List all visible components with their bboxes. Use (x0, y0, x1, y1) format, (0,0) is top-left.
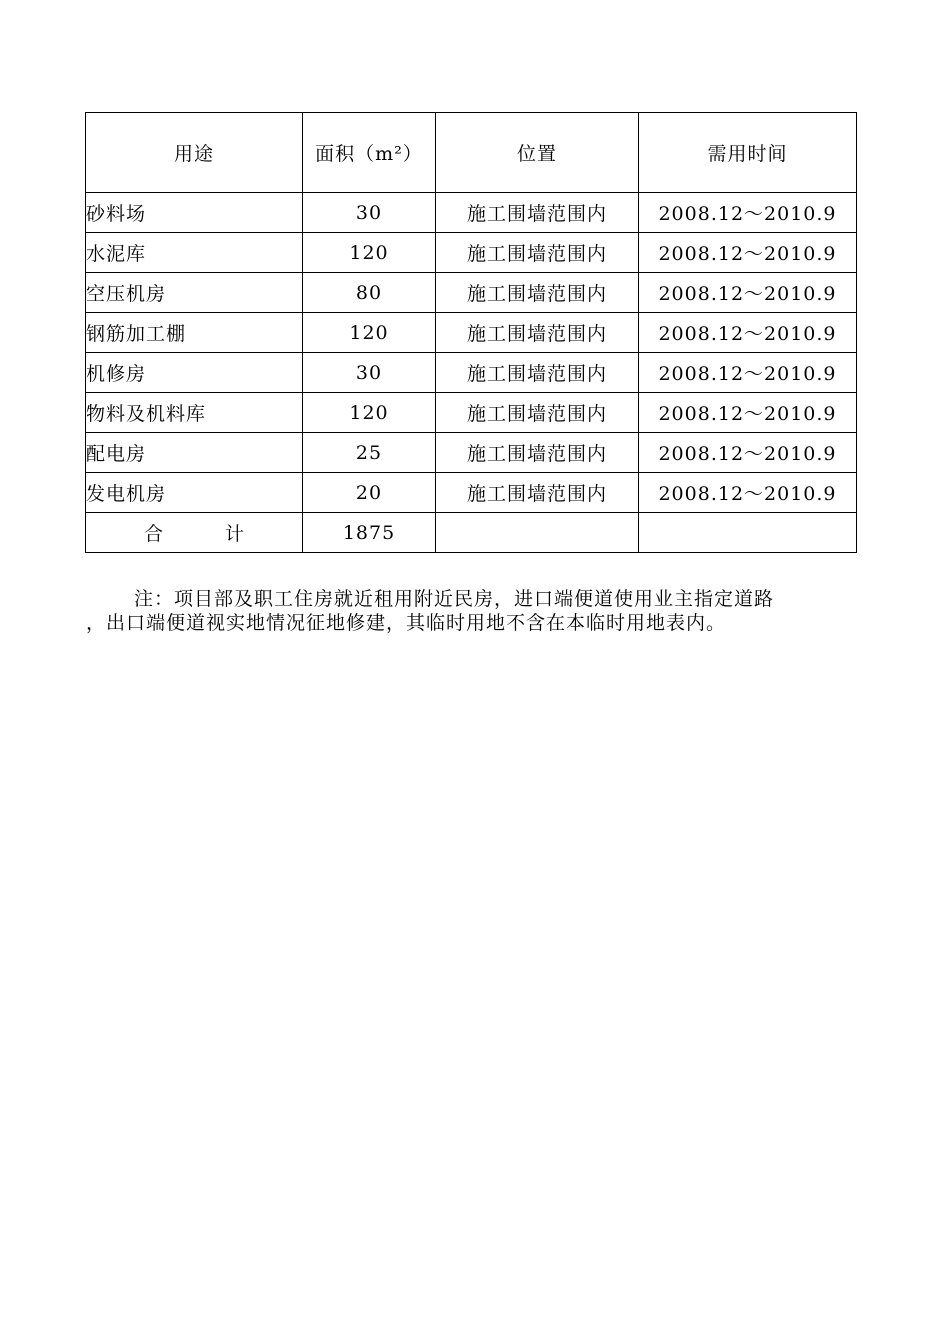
cell-area: 120 (303, 313, 436, 353)
header-period: 需用时间 (639, 113, 857, 193)
cell-location: 施工围墙范围内 (436, 473, 639, 513)
table-row (86, 353, 857, 393)
cell-location: 施工围墙范围内 (436, 433, 639, 473)
footnote-line-2: ，出口端便道视实地情况征地修建，其临时用地不含在本临时用地表内。 (86, 612, 727, 634)
cell-usage: 发电机房 (86, 473, 303, 513)
cell-period: 2008.12～2010.9 (639, 233, 857, 273)
footnote (86, 587, 866, 635)
cell-area: 30 (303, 193, 436, 233)
total-label (86, 513, 303, 553)
cell-area: 20 (303, 473, 436, 513)
cell-usage: 空压机房 (86, 273, 303, 313)
cell-location: 施工围墙范围内 (436, 313, 639, 353)
cell-period: 2008.12～2010.9 (639, 433, 857, 473)
cell-period: 2008.12～2010.9 (639, 353, 857, 393)
cell-area: 80 (303, 273, 436, 313)
table-row (86, 393, 857, 433)
cell-usage: 机修房 (86, 353, 303, 393)
header-location: 位置 (436, 113, 639, 193)
cell-period: 2008.12～2010.9 (639, 313, 857, 353)
total-location (436, 513, 639, 553)
header-area: 面积（m²） (303, 113, 436, 193)
cell-period: 2008.12～2010.9 (639, 393, 857, 433)
cell-usage: 钢筋加工棚 (86, 313, 303, 353)
cell-usage: 水泥库 (86, 233, 303, 273)
total-label-right: 计 (225, 523, 245, 545)
total-period (639, 513, 857, 553)
footnote-line-1: 注：项目部及职工住房就近租用附近民房，进口端便道使用业主指定道路 (134, 588, 775, 610)
cell-location: 施工围墙范围内 (436, 273, 639, 313)
cell-period: 2008.12～2010.9 (639, 273, 857, 313)
total-area: 1875 (303, 513, 436, 553)
cell-location: 施工围墙范围内 (436, 193, 639, 233)
cell-period: 2008.12～2010.9 (639, 193, 857, 233)
table-total-row (86, 513, 857, 553)
temporary-land-table (85, 112, 857, 553)
cell-usage: 配电房 (86, 433, 303, 473)
table-row (86, 473, 857, 513)
table-row (86, 313, 857, 353)
cell-usage: 砂料场 (86, 193, 303, 233)
total-label-left: 合 (143, 523, 163, 545)
header-usage: 用途 (86, 113, 303, 193)
table-header-row (86, 113, 857, 193)
cell-area: 30 (303, 353, 436, 393)
cell-area: 120 (303, 233, 436, 273)
cell-period: 2008.12～2010.9 (639, 473, 857, 513)
cell-location: 施工围墙范围内 (436, 393, 639, 433)
cell-area: 120 (303, 393, 436, 433)
cell-area: 25 (303, 433, 436, 473)
table-row (86, 193, 857, 233)
table-row (86, 233, 857, 273)
cell-usage: 物料及机料库 (86, 393, 303, 433)
cell-location: 施工围墙范围内 (436, 353, 639, 393)
table-row (86, 273, 857, 313)
table-row (86, 433, 857, 473)
cell-location: 施工围墙范围内 (436, 233, 639, 273)
